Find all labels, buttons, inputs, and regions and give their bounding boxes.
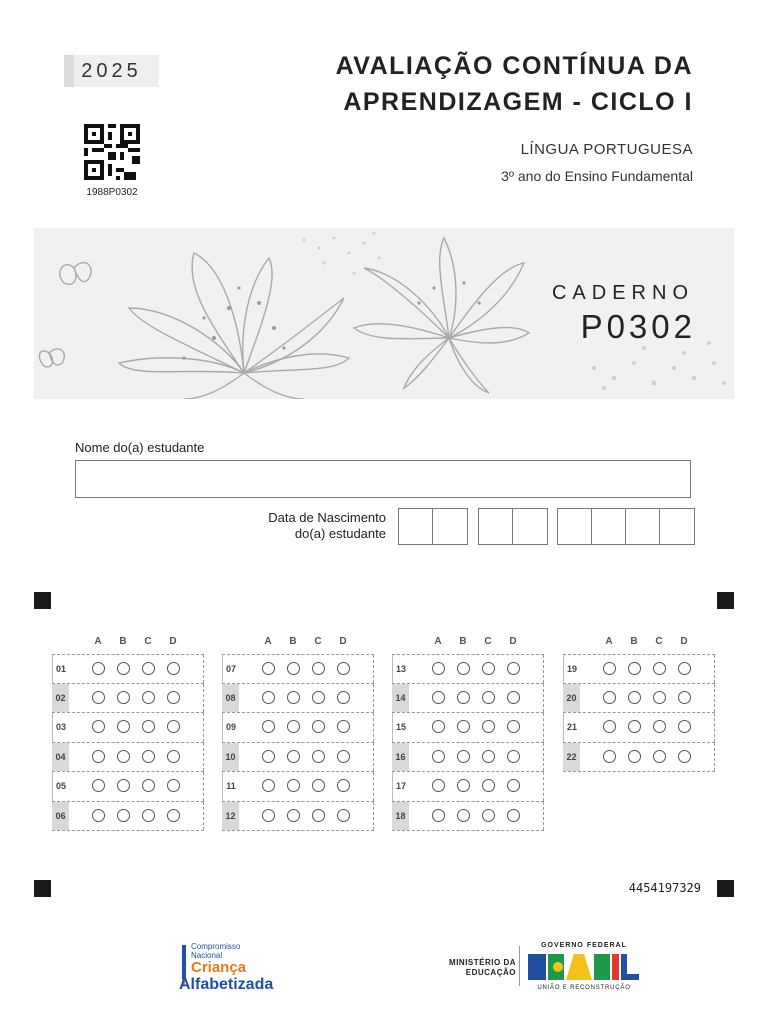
logo-divider [519, 946, 520, 986]
answer-bubble[interactable] [142, 750, 155, 763]
dob-digit-box[interactable] [513, 509, 547, 544]
grade-label: 3º ano do Ensino Fundamental [501, 168, 693, 184]
question-number: 05 [52, 772, 69, 801]
option-letter: D [169, 636, 177, 647]
answer-row [52, 713, 204, 743]
question-number: 01 [52, 655, 69, 683]
answer-bubble[interactable] [262, 779, 275, 792]
ministerio-educacao-logo [440, 940, 520, 990]
answer-bubble[interactable] [457, 720, 470, 733]
answer-bubble[interactable] [92, 662, 105, 675]
caderno-code: P0302 [580, 308, 696, 345]
question-number: 21 [563, 713, 580, 742]
answer-bubble[interactable] [432, 720, 445, 733]
gov-word [528, 954, 640, 980]
question-number: 17 [392, 772, 409, 801]
answer-bubble[interactable] [167, 720, 180, 733]
answer-row [392, 713, 544, 743]
answer-bubble[interactable] [167, 750, 180, 763]
answer-bubble[interactable] [482, 662, 495, 675]
question-number: 12 [222, 802, 239, 831]
answer-bubble[interactable] [653, 720, 666, 733]
answer-bubble[interactable] [142, 691, 155, 704]
answer-rows [222, 654, 374, 831]
answer-bubble[interactable] [312, 662, 325, 675]
answer-row [52, 743, 204, 773]
answer-bubble[interactable] [432, 750, 445, 763]
answer-bubble[interactable] [262, 750, 275, 763]
answer-row [222, 772, 374, 802]
answer-bubble[interactable] [262, 720, 275, 733]
answer-bubble[interactable] [678, 750, 691, 763]
answer-bubble[interactable] [603, 720, 616, 733]
answer-bubble[interactable] [337, 750, 350, 763]
answer-bubble[interactable] [167, 691, 180, 704]
answer-row [222, 654, 374, 684]
answer-bubble[interactable] [287, 662, 300, 675]
answer-bubble[interactable] [457, 779, 470, 792]
answer-row [222, 802, 374, 832]
question-number: 16 [392, 743, 409, 772]
answer-row [563, 743, 715, 773]
answer-bubble[interactable] [92, 809, 105, 822]
answer-options-header [392, 636, 544, 650]
answer-bubble[interactable] [287, 809, 300, 822]
question-number: 14 [392, 684, 409, 713]
question-number: 08 [222, 684, 239, 713]
student-name-field[interactable] [75, 460, 691, 498]
question-number: 20 [563, 684, 580, 713]
answer-bubble[interactable] [678, 662, 691, 675]
answer-row [392, 802, 544, 832]
registration-marker [34, 880, 51, 897]
answer-bubble[interactable] [262, 809, 275, 822]
answer-bubble[interactable] [507, 809, 520, 822]
student-name-label: Nome do(a) estudante [75, 440, 205, 455]
answer-bubble[interactable] [117, 809, 130, 822]
dob-digit-box[interactable] [660, 509, 694, 544]
answer-row [222, 713, 374, 743]
option-letter: A [605, 636, 613, 647]
answer-bubble[interactable] [482, 720, 495, 733]
answer-bubble[interactable] [312, 691, 325, 704]
dob-label-line-1: Data de Nascimento [268, 510, 386, 525]
answer-row [563, 684, 715, 714]
answer-bubble[interactable] [628, 750, 641, 763]
option-letter: B [289, 636, 297, 647]
year-box [64, 55, 159, 87]
crianca-alfabetizada-logo [179, 942, 304, 997]
answer-bubble[interactable] [507, 750, 520, 763]
answer-bubble[interactable] [92, 750, 105, 763]
question-number: 11 [222, 772, 239, 801]
answer-bubble[interactable] [92, 691, 105, 704]
answer-row [392, 684, 544, 714]
answer-bubble[interactable] [337, 779, 350, 792]
question-number: 19 [563, 655, 580, 683]
answer-bubble[interactable] [312, 750, 325, 763]
answer-bubble[interactable] [142, 809, 155, 822]
answer-bubble[interactable] [117, 662, 130, 675]
answer-row [392, 654, 544, 684]
registration-marker [717, 592, 734, 609]
option-letter: A [264, 636, 272, 647]
answer-row [563, 654, 715, 684]
dob-digit-box[interactable] [433, 509, 467, 544]
option-letter: B [119, 636, 127, 647]
answer-options-header [563, 636, 715, 650]
answer-bubble[interactable] [507, 720, 520, 733]
answer-rows [52, 654, 204, 831]
answer-row [392, 743, 544, 773]
answer-bubble[interactable] [603, 691, 616, 704]
answer-bubble[interactable] [287, 691, 300, 704]
logo-text-line-4: Alfabetizada [179, 976, 274, 993]
answer-bubble[interactable] [628, 691, 641, 704]
answer-bubble[interactable] [142, 779, 155, 792]
answer-bubble[interactable] [167, 662, 180, 675]
answer-bubble[interactable] [337, 691, 350, 704]
serial-number: 4454197329 [628, 881, 701, 895]
answer-row [52, 684, 204, 714]
answer-bubble[interactable] [628, 720, 641, 733]
dob-year-field[interactable] [557, 508, 695, 545]
question-number: 13 [392, 655, 409, 683]
question-number: 04 [52, 743, 69, 772]
answer-bubble[interactable] [457, 691, 470, 704]
answer-bubble[interactable] [167, 779, 180, 792]
answer-bubble[interactable] [678, 691, 691, 704]
answer-bubble[interactable] [653, 662, 666, 675]
answer-bubble[interactable] [432, 779, 445, 792]
answer-bubble[interactable] [287, 720, 300, 733]
question-number: 09 [222, 713, 239, 742]
answer-bubble[interactable] [142, 720, 155, 733]
option-letter: C [144, 636, 152, 647]
answer-bubble[interactable] [117, 750, 130, 763]
dob-day-field[interactable] [398, 508, 468, 545]
answer-row [563, 713, 715, 743]
governo-federal-logo [528, 940, 640, 995]
answer-bubble[interactable] [312, 809, 325, 822]
question-number: 10 [222, 743, 239, 772]
option-letter: C [484, 636, 492, 647]
mec-line-1: MINISTÉRIO DA [449, 958, 516, 967]
answer-bubble[interactable] [603, 750, 616, 763]
answer-bubble[interactable] [312, 720, 325, 733]
question-number: 22 [563, 743, 580, 772]
answer-bubble[interactable] [167, 809, 180, 822]
dob-digit-box[interactable] [479, 509, 513, 544]
answer-bubble[interactable] [482, 691, 495, 704]
dob-digit-box[interactable] [558, 509, 592, 544]
answer-bubble[interactable] [262, 691, 275, 704]
answer-bubble[interactable] [432, 809, 445, 822]
answer-bubble[interactable] [117, 691, 130, 704]
mec-line-2: EDUCAÇÃO [465, 968, 516, 977]
option-letter: B [459, 636, 467, 647]
option-letter: D [509, 636, 517, 647]
answer-row [52, 654, 204, 684]
option-letter: B [630, 636, 638, 647]
option-letter: C [655, 636, 663, 647]
logo-text-line-3: Criança [191, 959, 247, 976]
question-number: 06 [52, 802, 69, 831]
answer-bubble[interactable] [653, 750, 666, 763]
answer-bubble[interactable] [287, 750, 300, 763]
answer-bubble[interactable] [262, 662, 275, 675]
dob-digit-box[interactable] [399, 509, 433, 544]
question-number: 02 [52, 684, 69, 713]
answer-row [392, 772, 544, 802]
question-number: 18 [392, 802, 409, 831]
answer-options-header [222, 636, 374, 650]
registration-marker [34, 592, 51, 609]
dob-digit-box[interactable] [626, 509, 660, 544]
question-number: 07 [222, 655, 239, 683]
option-letter: A [94, 636, 102, 647]
caderno-banner [34, 228, 734, 399]
answer-rows [563, 654, 715, 772]
answer-bubble[interactable] [653, 691, 666, 704]
answer-bubble[interactable] [482, 750, 495, 763]
page-title [336, 48, 693, 120]
answer-row [52, 802, 204, 832]
dob-digit-box[interactable] [592, 509, 626, 544]
title-line-1: AVALIAÇÃO CONTÍNUA DA [335, 52, 693, 80]
answer-row [222, 684, 374, 714]
answer-options-header [52, 636, 204, 650]
answer-bubble[interactable] [628, 662, 641, 675]
caderno-label: CADERNO [551, 282, 694, 304]
answer-bubble[interactable] [92, 720, 105, 733]
answer-bubble[interactable] [482, 809, 495, 822]
answer-bubble[interactable] [457, 809, 470, 822]
title-line-2: APRENDIZAGEM - CICLO I [343, 88, 693, 116]
subject-label: LÍNGUA PORTUGUESA [520, 141, 693, 158]
logo-text-line-1: Compromisso [191, 942, 241, 951]
answer-bubble[interactable] [432, 691, 445, 704]
option-letter: D [339, 636, 347, 647]
answer-rows [392, 654, 544, 831]
answer-bubble[interactable] [142, 662, 155, 675]
question-number: 03 [52, 713, 69, 742]
answer-bubble[interactable] [432, 662, 445, 675]
answer-bubble[interactable] [117, 720, 130, 733]
answer-bubble[interactable] [337, 662, 350, 675]
answer-bubble[interactable] [312, 779, 325, 792]
answer-bubble[interactable] [457, 750, 470, 763]
answer-bubble[interactable] [92, 779, 105, 792]
registration-marker [717, 880, 734, 897]
dob-month-field[interactable] [478, 508, 548, 545]
answer-bubble[interactable] [507, 662, 520, 675]
answer-bubble[interactable] [507, 691, 520, 704]
answer-bubble[interactable] [482, 779, 495, 792]
answer-bubble[interactable] [337, 720, 350, 733]
question-number: 15 [392, 713, 409, 742]
answer-bubble[interactable] [678, 720, 691, 733]
option-letter: D [680, 636, 688, 647]
answer-row [52, 772, 204, 802]
gov-bottom-text: UNIÃO E RECONSTRUÇÃO [537, 985, 631, 991]
answer-row [222, 743, 374, 773]
qr-code-label: 1988P0302 [86, 187, 138, 198]
answer-bubble[interactable] [287, 779, 300, 792]
qr-code-icon [84, 124, 140, 180]
logo-text-line-2: Nacional [191, 951, 223, 960]
year-text: 2025 [81, 59, 142, 82]
dob-label [230, 510, 386, 542]
dob-label-line-2: do(a) estudante [294, 526, 386, 541]
answer-bubble[interactable] [337, 809, 350, 822]
option-letter: C [314, 636, 322, 647]
answer-bubble[interactable] [117, 779, 130, 792]
gov-top-text: GOVERNO FEDERAL [541, 942, 627, 949]
answer-bubble[interactable] [603, 662, 616, 675]
option-letter: A [434, 636, 442, 647]
answer-bubble[interactable] [457, 662, 470, 675]
answer-bubble[interactable] [507, 779, 520, 792]
